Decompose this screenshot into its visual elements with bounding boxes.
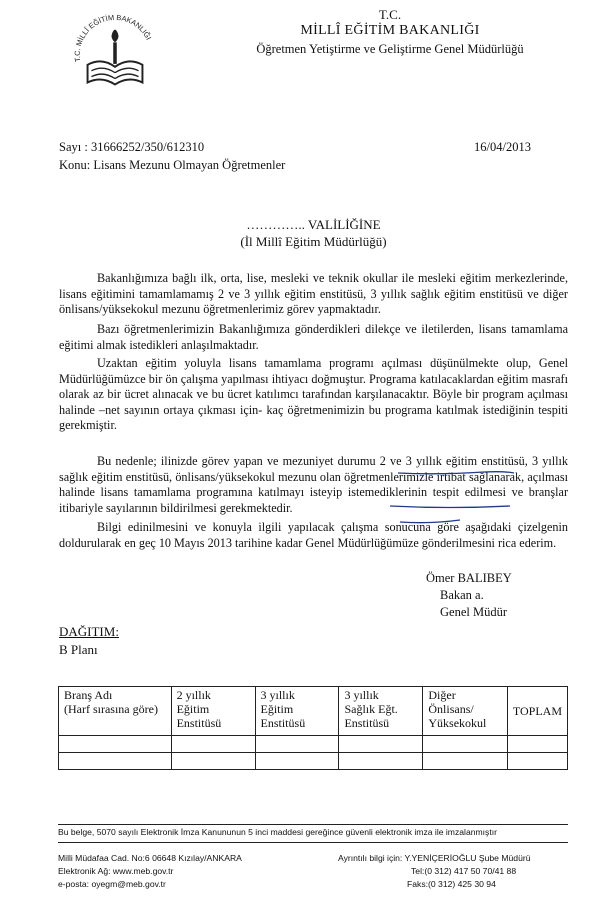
ministry-seal-logo (66, 10, 164, 108)
table-cell (507, 736, 567, 753)
header-directorate: Öğretmen Yetiştirme ve Geliştirme Genel Müdürlüğü (256, 42, 524, 56)
table-cell (59, 736, 172, 753)
signatory-title-2: Genel Müdür (440, 605, 507, 619)
table-cell (423, 753, 507, 770)
paragraph-5: Bilgi edinilmesini ve konuyla ilgili yapılacak çalışma sonucuna göre aşağıdaki çizelgenin doldurularak en geç 10 Mayıs 2013 tarihine kadar Genel Müdürlüğümüze gönderilmesini rica ederim. (59, 520, 568, 550)
header-2-yillik-egitim: 2 yıllık Eğitim Enstitüsü (171, 687, 255, 736)
table-cell (255, 736, 339, 753)
footer-contact: Ayrıntılı bilgi için: Y.YENİÇERİOĞLU Şube Müdürü (338, 853, 531, 863)
header-toplam: TOPLAM (507, 687, 567, 736)
table-cell (171, 736, 255, 753)
footer-tel: Tel:(0 312) 417 50 70/41 88 (411, 866, 517, 876)
header-tc: T.C. (378, 7, 402, 22)
footer-email: e-posta: oyegm@meb.gov.tr (58, 879, 166, 889)
paragraph-2: Bazı öğretmenlerimizin Bakanlığımıza gönderdikleri dilekçe ve iletilerden, lisans tamamlama eğitimi almak istedikleri anlaşılmaktadır. (59, 322, 568, 352)
table-cell (255, 753, 339, 770)
svg-text:T.C. MİLLÎ EĞİTİM BAKANLIĞI: T.C. MİLLÎ EĞİTİM BAKANLIĞI (72, 12, 154, 63)
document-date: 16/04/2013 (474, 140, 531, 154)
footer-divider-bottom (58, 842, 568, 843)
header-diger: Diğer Önlisans/ Yüksekokul (423, 687, 507, 736)
table-row (59, 753, 568, 770)
table-cell (171, 753, 255, 770)
distribution-value: B Planı (59, 642, 98, 657)
footer-web: Elektronik Ağ: www.meb.gov.tr (58, 866, 174, 876)
distribution-label: DAĞITIM: (59, 624, 119, 639)
signature-block (426, 570, 512, 621)
paragraph-4: Bu nedenle; ilinizde görev yapan ve mezuniyet durumu 2 ve 3 yıllık eğitim enstitüsü, 3 yıllık sağlık eğitim enstitüsü, önlisans/yüksekokul mezunu olan öğretmenlerimizle irtibat sağlanarak, açılması halinde lisans tamamlama programına katılmayı isteyip istemediklerinin tespit edilmesi ve branşlar itibariyle sayılarının bildirilmesi gerekmektedir. (59, 454, 568, 515)
footer-address: Milli Müdafaa Cad. No:6 06648 Kızılay/ANKARA (58, 853, 242, 863)
table-cell (339, 736, 423, 753)
signatory-title-1: Bakan a. (440, 588, 484, 602)
addressee-subtitle: (İl Millî Eğitim Müdürlüğü) (240, 234, 387, 249)
header-3-yillik-egitim: 3 yıllık Eğitim Enstitüsü (255, 687, 339, 736)
paragraph-1: Bakanlığımıza bağlı ilk, orta, lise, mesleki ve teknik okullar ile mesleki eğitim merkezlerinde, lisans eğitimini tamamlamamış 2 ve 3 yıllık eğitim enstitüsü, 3 yıllık sağlık eğitim enstitüsü ve diğer önlisans/yüksekokul mezunu öğretmenlerimiz görev yapmaktadır. (59, 271, 568, 317)
table-cell (339, 753, 423, 770)
paragraph-3: Uzaktan eğitim yoluyla lisans tamamlama programı açılması düşünülmekte olup, Genel Müdürlüğümüzce bir ön çalışma yapılması ihtiyacı doğmuştur. Programa katılacaklardan eğitim masrafı olarak az bir ücret alınacak ve bu ücret katılımcı tarafından karşılanacaktır. Böyle bir program açılması halinde –net sayının ortaya çıkması için- kaç öğretmenimizin bu programa katılmak istediğinin tespiti gerekmiştir. (59, 356, 568, 433)
table-cell (507, 753, 567, 770)
header-ministry: MİLLÎ EĞİTİM BAKANLIĞI (300, 23, 480, 38)
footer-divider-top (58, 824, 568, 825)
document-subject: Konu: Lisans Mezunu Olmayan Öğretmenler (59, 158, 286, 172)
document-number: Sayı : 31666252/350/612310 (59, 140, 205, 154)
header-3-yillik-saglik: 3 yıllık Sağlık Eğt. Enstitüsü (339, 687, 423, 736)
addressee-title: ………….. VALİLİĞİNE (246, 217, 381, 232)
table-cell (423, 736, 507, 753)
signatory-name: Ömer BALIBEY (426, 571, 512, 585)
table-cell (59, 753, 172, 770)
branch-count-table (58, 686, 568, 770)
esign-note: Bu belge, 5070 sayılı Elektronik İmza Kanununun 5 inci maddesi gereğince güvenli elektronik imza ile imzalanmıştır (58, 827, 497, 837)
table-header-row (59, 687, 568, 736)
header-brans-adi: Branş Adı (Harf sırasına göre) (59, 687, 172, 736)
footer-fax: Faks:(0 312) 425 30 94 (407, 879, 496, 889)
table-row (59, 736, 568, 753)
